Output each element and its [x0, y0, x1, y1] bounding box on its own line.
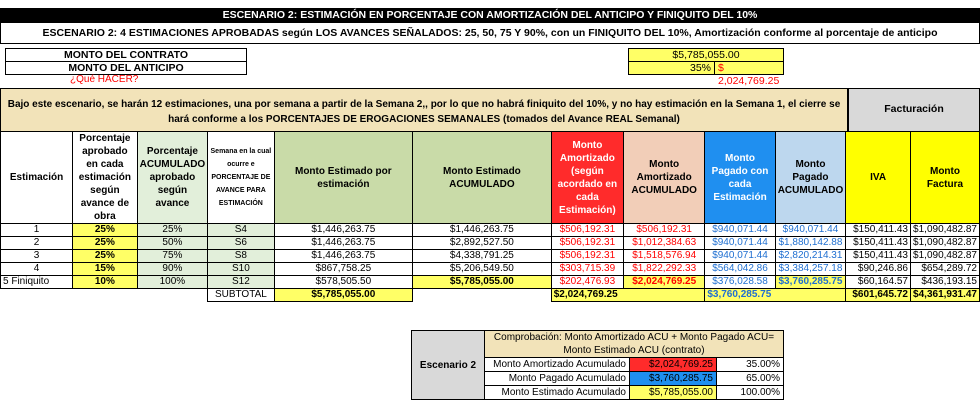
advance-value: $ 2,024,769.25: [714, 61, 784, 75]
contract-value[interactable]: $5,785,055.00: [628, 48, 784, 62]
comp-label: Monto Pagado Acumulado: [485, 372, 630, 386]
cell-est: 2: [1, 237, 73, 250]
cell-monacu: $1,446,263.75: [413, 224, 552, 237]
advance-pct[interactable]: 35%: [628, 61, 715, 75]
cell-acu: 50%: [137, 237, 208, 250]
cell-mamoacu: $506,192.31: [624, 224, 705, 237]
cell-fact: $1,090,482.87: [910, 224, 979, 237]
cell-sem: S8: [208, 250, 274, 263]
cell-mpagacu: $1,880,142.88: [775, 237, 846, 250]
comp-value: $2,024,769.25: [630, 358, 717, 372]
table-row: [1, 237, 980, 250]
cell-pct[interactable]: 25%: [73, 237, 138, 250]
subtotal-mon: $5,785,055.00: [274, 289, 413, 302]
col-monto-pagado: Monto Pagado con cada Estimación: [705, 132, 775, 224]
blank-cell: [137, 289, 208, 302]
cell-acu: 25%: [137, 224, 208, 237]
scenario-note: Bajo este escenario, se harán 12 estimaciones, una por semana a partir de la Semana 2,, por lo que no habrá finiquito del 10%, y no hay estimación en la Semana 1, el cierre se hará conforme a los PORCENTAJES DE EROGACIONES SEMANALES (tomados del Avance REAL Semanal): [0, 88, 848, 132]
subtotal-mamo: $2,024,769.25: [551, 289, 705, 302]
cell-est: 3: [1, 250, 73, 263]
cell-sem: S6: [208, 237, 274, 250]
cell-mpag: $564,042.86: [705, 263, 775, 276]
col-monto-factura: Monto Factura: [910, 132, 979, 224]
cell-iva: $90,246.86: [846, 263, 911, 276]
blank-cell: [73, 289, 138, 302]
cell-fact: $654,289.72: [910, 263, 979, 276]
cell-iva: $150,411.43: [846, 237, 911, 250]
comprobacion-table: [411, 330, 784, 400]
cell-pct[interactable]: 25%: [73, 250, 138, 263]
cell-pct[interactable]: 15%: [73, 263, 138, 276]
advance-label: MONTO DEL ANTICIPO: [5, 61, 247, 75]
table-row: [1, 263, 980, 276]
cell-mamoacu: $2,024,769.25: [624, 276, 705, 289]
col-monto-estimado-acumulado: Monto Estimado ACUMULADO: [413, 132, 552, 224]
cell-mamo: $202,476.93: [551, 276, 623, 289]
col-monto-pagado-acumulado: Monto Pagado ACUMULADO: [775, 132, 846, 224]
cell-acu: 90%: [137, 263, 208, 276]
table-row: [1, 276, 980, 289]
col-semana: Semana en la cual ocurre e PORCENTAJE DE AVANCE PARA ESTIMACIÓN: [208, 132, 274, 224]
estimates-table: [0, 131, 980, 302]
cell-iva: $150,411.43: [846, 250, 911, 263]
table-row: [1, 250, 980, 263]
cell-mon: $1,446,263.75: [274, 237, 413, 250]
comprobacion-title: Comprobación: Monto Amortizado ACU + Monto Pagado ACU= Monto Estimado ACU (contrato): [485, 331, 784, 358]
cell-acu: 100%: [137, 276, 208, 289]
col-monto-estimado: Monto Estimado por estimación: [274, 132, 413, 224]
cell-pct[interactable]: 10%: [73, 276, 138, 289]
cell-mon: $578,505.50: [274, 276, 413, 289]
table-row: [1, 224, 980, 237]
cell-est: 4: [1, 263, 73, 276]
cell-fact: $436,193.15: [910, 276, 979, 289]
col-monto-amortizado: Monto Amortizado (según acordado en cada Estimación): [551, 132, 623, 224]
cell-acu: 75%: [137, 250, 208, 263]
cell-monacu: $5,206,549.50: [413, 263, 552, 276]
cell-mon: $867,758.25: [274, 263, 413, 276]
cell-mamo: $506,192.31: [551, 237, 623, 250]
comp-pct: 35.00%: [717, 358, 784, 372]
comp-value: $5,785,055.00: [630, 386, 717, 400]
comp-label: Monto Estimado Acumulado: [485, 386, 630, 400]
cell-monacu: $4,338,791.25: [413, 250, 552, 263]
cell-fact: $1,090,482.87: [910, 250, 979, 263]
cell-mamoacu: $1,822,292.33: [624, 263, 705, 276]
cell-est: 1: [1, 224, 73, 237]
subtotal-iva: $601,645.72: [846, 289, 911, 302]
cell-monacu: $2,892,527.50: [413, 237, 552, 250]
contract-label: MONTO DEL CONTRATO: [5, 48, 247, 62]
comp-pct: 65.00%: [717, 372, 784, 386]
cell-mpag: $940,071.44: [705, 250, 775, 263]
col-monto-amortizado-acumulado: Monto Amortizado ACUMULADO: [624, 132, 705, 224]
cell-iva: $150,411.43: [846, 224, 911, 237]
cell-pct[interactable]: 25%: [73, 224, 138, 237]
cell-mpagacu: $940,071.44: [775, 224, 846, 237]
help-hint[interactable]: ¿Qué HACER?: [70, 74, 139, 85]
cell-sem: S12: [208, 276, 274, 289]
cell-sem: S10: [208, 263, 274, 276]
comp-value: $3,760,285.75: [630, 372, 717, 386]
facturacion-header: Facturación: [848, 88, 980, 132]
cell-iva: $60,164.57: [846, 276, 911, 289]
cell-mamo: $506,192.31: [551, 224, 623, 237]
cell-sem: S4: [208, 224, 274, 237]
cell-monacu: $5,785,055.00: [413, 276, 552, 289]
cell-mpag: $940,071.44: [705, 224, 775, 237]
cell-mpag: $376,028.58: [705, 276, 775, 289]
sheet-subtitle: ESCENARIO 2: 4 ESTIMACIONES APROBADAS según LOS AVANCES SEÑALADOS: 25, 50, 75 Y 90%, con un FINIQUITO DEL 10%, Amortización conforme al porcentaje de anticipo: [0, 23, 980, 44]
cell-est: 5 Finiquito: [1, 276, 73, 289]
subtotal-mpag: $3,760,285.75: [705, 289, 846, 302]
cell-mpag: $940,071.44: [705, 237, 775, 250]
subtotal-fact: $4,361,931.47: [910, 289, 979, 302]
blank-cell: [413, 289, 552, 302]
col-porcentaje: Porcentaje aprobado en cada estimación según avance de obra: [73, 132, 138, 224]
blank-cell: [1, 289, 73, 302]
col-iva: IVA: [846, 132, 911, 224]
cell-mpagacu: $3,384,257.18: [775, 263, 846, 276]
cell-mpagacu: $3,760,285.75: [775, 276, 846, 289]
sheet-title: ESCENARIO 2: ESTIMACIÓN EN PORCENTAJE CON AMORTIZACIÓN DEL ANTICIPO Y FINIQUITO DEL 10%: [0, 8, 980, 23]
cell-mamo: $303,715.39: [551, 263, 623, 276]
col-estimacion: Estimación: [1, 132, 73, 224]
comprobacion-scenario: Escenario 2: [412, 331, 485, 400]
col-porcentaje-acumulado: Porcentaje ACUMULADO aprobado según avance: [137, 132, 208, 224]
cell-mon: $1,446,263.75: [274, 250, 413, 263]
cell-fact: $1,090,482.87: [910, 237, 979, 250]
cell-mon: $1,446,263.75: [274, 224, 413, 237]
comp-pct: 100.00%: [717, 386, 784, 400]
subtotal-row: [1, 289, 980, 302]
cell-mpagacu: $2,820,214.31: [775, 250, 846, 263]
comp-label: Monto Amortizado Acumulado: [485, 358, 630, 372]
subtotal-label: SUBTOTAL: [208, 289, 274, 302]
cell-mamoacu: $1,518,576.94: [624, 250, 705, 263]
cell-mamo: $506,192.31: [551, 250, 623, 263]
cell-mamoacu: $1,012,384.63: [624, 237, 705, 250]
